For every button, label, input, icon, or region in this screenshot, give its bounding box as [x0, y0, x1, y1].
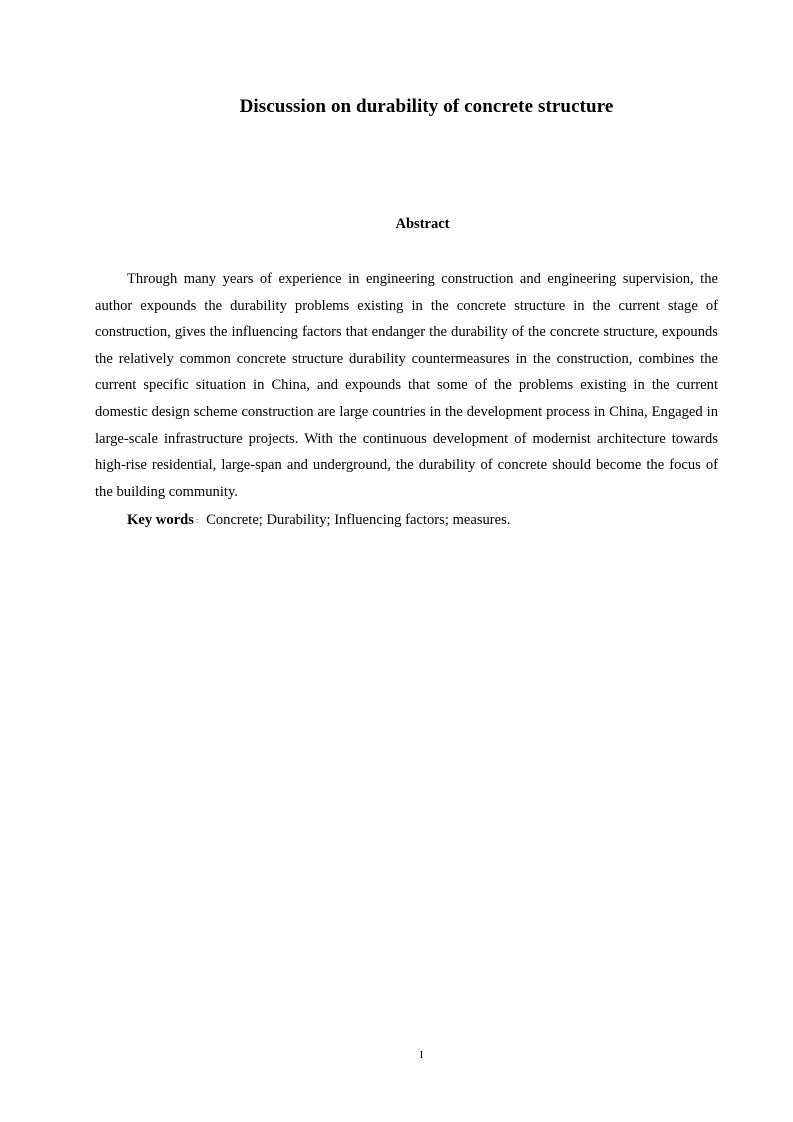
abstract-heading: Abstract	[395, 216, 450, 232]
document-title: Discussion on durability of concrete structure	[239, 96, 614, 117]
keywords-separator: :	[195, 515, 199, 525]
keywords-label: Key words	[127, 512, 194, 528]
abstract-body: Through many years of experience in engineering construction and engineering supervision, the author expounds the durability problems existing in the concrete structure in the current stage of construction, gives the influencing factors that endanger the durability of the concrete structure, expounds the relatively common concrete structure durability countermeasures in the construction, combines the current specific situation in China, and expounds that some of the problems existing in the current domestic design scheme construction are large countries in the development process in China, Engaged in large-scale infrastructure projects. With the continuous development of modernist architecture towards high-rise residential, large-span and underground, the durability of concrete should become the focus of the building community.	[95, 271, 718, 500]
page-number: I	[419, 1049, 424, 1061]
keywords-line	[127, 511, 510, 530]
keywords-text: Concrete; Durability; Influencing factors; measures.	[206, 512, 511, 528]
